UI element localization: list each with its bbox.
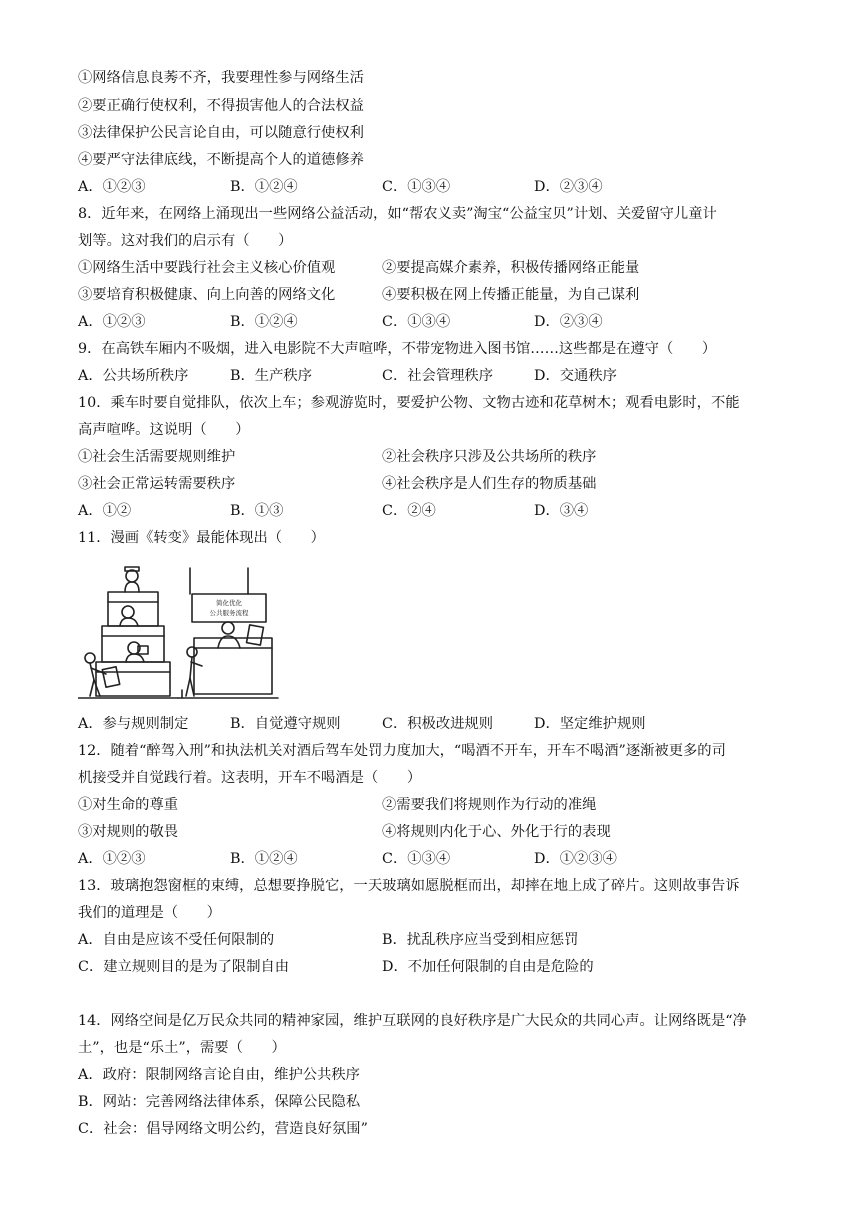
q7-statement-4: ④要严守法律底线，不断提高个人的道德修养 [78,152,364,168]
q11-option-d[interactable]: D．坚定维护规则 [534,716,646,732]
q9-option-b[interactable]: B．生产秩序 [230,368,312,384]
q12-statement-3: ③对规则的敬畏 [78,824,179,840]
q8-statement-1: ①网络生活中要践行社会主义核心价值观 [78,260,336,276]
q12-statement-2: ②需要我们将规则作为行动的准绳 [382,797,597,813]
q10-statement-2: ②社会秩序只涉及公共场所的秩序 [382,449,597,465]
left-counter-middle [102,626,164,662]
q13-option-b[interactable]: B．扰乱秩序应当受到相应惩罚 [382,932,579,948]
q13-option-a[interactable]: A．自由是应该不受任何限制的 [78,932,275,948]
q12-option-a[interactable]: A．①②③ [78,851,146,867]
q10-statement-4: ④社会秩序是人们生存的物质基础 [382,476,597,492]
q10-option-a[interactable]: A．①② [78,503,132,519]
q7-option-c[interactable]: C．①③④ [382,179,451,195]
q14-option-b[interactable]: B．网站：完善网络法律体系，保障公民隐私 [78,1094,361,1110]
q11-option-b[interactable]: B．自觉遵守规则 [230,716,341,732]
q13-option-d[interactable]: D．不加任何限制的自由是危险的 [382,959,594,975]
q8-stem-line-1: 8．近年来，在网络上涌现出一些网络公益活动，如“帮农义卖”淘宝“公益宝贝”计划、关爱留守儿童计 [78,206,717,222]
q11-option-c[interactable]: C．积极改进规则 [382,716,494,732]
q12-statement-1: ①对生命的尊重 [78,797,179,813]
q13-option-c[interactable]: C．建立规则目的是为了限制自由 [78,959,290,975]
q8-stem-line-2: 划等。这对我们的启示有（ ） [78,233,293,249]
sign-text-line-1: 简化优化 [216,599,242,607]
q7-option-b[interactable]: B．①②④ [230,179,298,195]
q14-stem-line-2: 土”，也是“乐土”，需要（ ） [78,1040,286,1056]
q7-statement-1: ①网络信息良莠不齐，我要理性参与网络生活 [78,70,364,86]
q8-option-d[interactable]: D．②③④ [534,314,603,330]
q13-stem-line-2: 我们的道理是（ ） [78,905,221,921]
q9-option-c[interactable]: C．社会管理秩序 [382,368,494,384]
q10-option-b[interactable]: B．①③ [230,503,284,519]
q11-option-a[interactable]: A．参与规则制定 [78,716,189,732]
q10-stem-line-2: 高声喧哗。这说明（ ） [78,422,250,438]
q12-option-c[interactable]: C．①③④ [382,851,451,867]
q7-statement-3: ③法律保护公民言论自由，可以随意行使权利 [78,125,364,141]
q7-statement-2: ②要正确行使权利，不得损害他人的合法权益 [78,98,364,114]
q9-option-d[interactable]: D．交通秩序 [534,368,617,384]
q10-statement-3: ③社会正常运转需要秩序 [78,476,236,492]
q8-statement-4: ④要积极在网上传播正能量，为自己谋利 [382,287,640,303]
q14-option-c[interactable]: C．社会：倡导网络文明公约，营造良好氛围” [78,1121,368,1137]
sign-text-line-2: 公共服务流程 [209,609,249,617]
q14-option-a[interactable]: A．政府：限制网络言论自由，维护公共秩序 [78,1067,360,1083]
q9-option-a[interactable]: A．公共场所秩序 [78,368,189,384]
q8-statement-2: ②要提高媒介素养，积极传播网络正能量 [382,260,640,276]
q10-statement-1: ①社会生活需要规则维护 [78,449,236,465]
q12-stem-line-2: 机接受并自觉践行着。这表明，开车不喝酒是（ ） [78,770,422,786]
q10-stem-line-1: 10．乘车时要自觉排队，依次上车；参观游览时，要爱护公物、文物古迹和花草树木；观看电影时，不能 [78,395,740,411]
cartoon-drawing [78,562,306,702]
q11-stem: 11．漫画《转变》最能体现出（ ） [78,530,325,546]
q12-option-d[interactable]: D．①②③④ [534,851,617,867]
q7-option-a[interactable]: A．①②③ [78,179,146,195]
q8-option-b[interactable]: B．①②④ [230,314,298,330]
q8-option-a[interactable]: A．①②③ [78,314,146,330]
right-counter [194,638,272,694]
q8-statement-3: ③要培育积极健康、向上向善的网络文化 [78,287,336,303]
cartoon-transformation [78,562,306,702]
q12-option-b[interactable]: B．①②④ [230,851,298,867]
q13-stem-line-1: 13．玻璃抱怨窗框的束缚，总想要挣脱它，一天玻璃如愿脱框而出，却摔在地上成了碎片。这则故事告诉 [78,878,740,894]
q10-option-c[interactable]: C．②④ [382,503,436,519]
q9-stem: 9．在高铁车厢内不吸烟，进入电影院不大声喧哗，不带宠物进入图书馆……这些都是在遵守（ ） [78,341,717,357]
q12-statement-4: ④将规则内化于心、外化于行的表现 [382,824,611,840]
left-counter-bottom [96,662,170,696]
q10-option-d[interactable]: D．③④ [534,503,589,519]
q8-option-c[interactable]: C．①③④ [382,314,451,330]
q12-stem-line-1: 12．随着“醉驾入刑”和执法机关对酒后驾车处罚力度加大，“喝酒不开车，开车不喝酒”逐渐被更多的司 [78,743,726,759]
q14-stem-line-1: 14．网络空间是亿万民众共同的精神家园，维护互联网的良好秩序是广大民众的共同心声。让网络既是“净 [78,1013,747,1029]
q7-option-d[interactable]: D．②③④ [534,179,603,195]
